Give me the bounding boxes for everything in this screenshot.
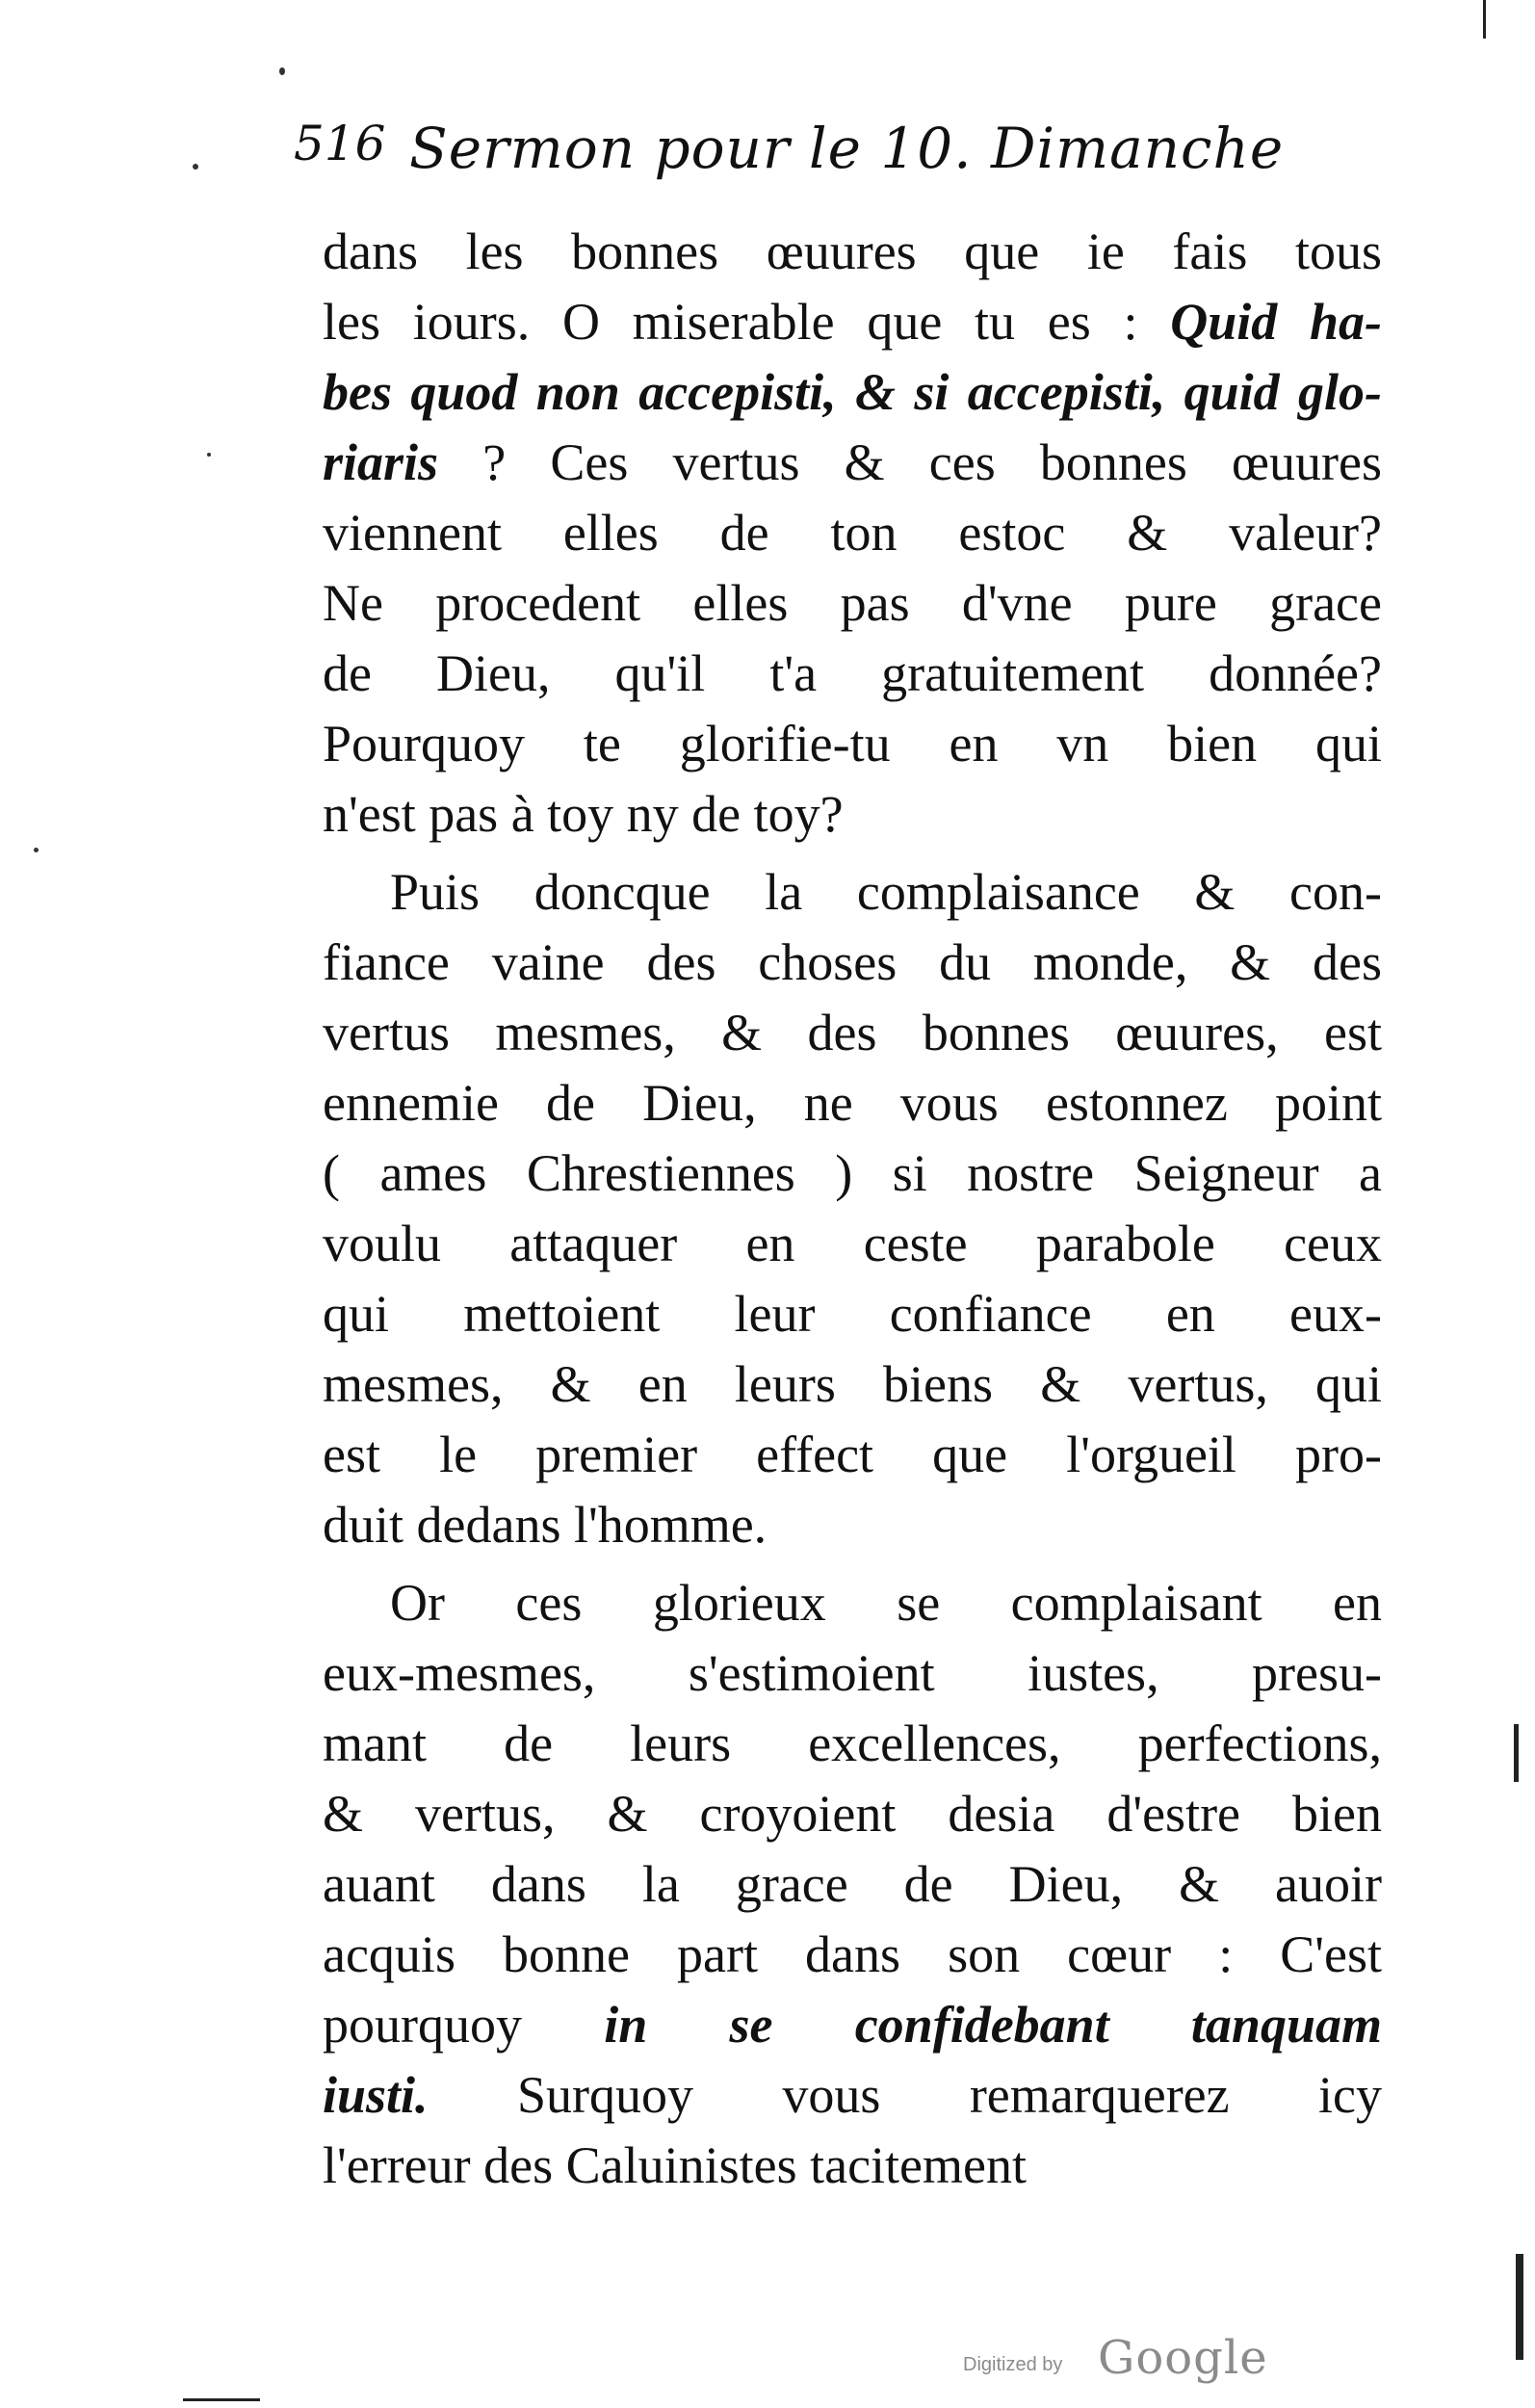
text-line [323,1990,1382,2060]
text-run: mesmes, & en leurs biens & vertus, qui [323,1355,1382,1413]
text-run: ennemie de Dieu, ne vous estonnez point [323,1074,1382,1132]
text-line [323,428,1382,498]
text-run: & vertus, & croyoient desia d'estre bien [323,1785,1382,1843]
running-title: Sermon pour le 10. Dimanche [409,116,1285,181]
paragraph-gap [323,850,1382,857]
text-run: Pourquoy te glorifie-tu en vn bien qui [323,715,1382,772]
text-line [323,2060,1382,2131]
text-run: Ne procedent elles pas d'vne pure grace [323,574,1382,632]
latin-quote: Quid ha- [1170,293,1382,351]
text-line [323,639,1382,709]
page-header [294,116,1372,193]
text-line [323,1779,1382,1849]
text-line [323,1068,1382,1139]
text-run: voulu attaquer en ceste parabole ceux [323,1215,1382,1272]
text-line [323,357,1382,428]
text-run: de Dieu, qu'il t'a gratuitement donnée? [323,644,1382,702]
digitized-watermark [963,2331,1290,2389]
text-line [323,998,1382,1068]
text-line [323,857,1382,928]
text-line [323,217,1382,287]
scan-speck [207,453,211,457]
scan-edge-artifact [1516,2254,1523,2360]
text-line [323,709,1382,779]
body-text [323,217,1382,2201]
text-line [323,1279,1382,1349]
text-run: est le premier effect que l'orgueil pro- [323,1426,1382,1483]
text-line [323,1849,1382,1920]
text-line [323,1638,1382,1709]
text-line [323,568,1382,639]
scan-speck [193,164,198,170]
paragraph-gap [323,1560,1382,1568]
text-line [323,1920,1382,1990]
text-run: Surquoy vous remarquerez icy [428,2066,1382,2124]
scan-edge-artifact [183,2398,260,2401]
text-run: pourquoy [323,1996,605,2054]
watermark-caption: Digitized by [963,2354,1063,2375]
text-line [323,1568,1382,1638]
latin-quote: bes quod non accepisti, & si accepisti, quid glo- [323,363,1382,421]
latin-quote: in se confidebant tanquam [604,1996,1382,2054]
text-run: auant dans la grace de Dieu, & auoir [323,1855,1382,1913]
text-run: viennent elles de ton estoc & valeur? [323,504,1382,562]
text-line [323,1490,1382,1560]
text-run: l'erreur des Caluinistes tacitement [323,2136,1027,2194]
text-line [323,779,1382,850]
text-line [323,1139,1382,1209]
latin-quote: riaris [323,433,439,491]
scan-edge-artifact [1483,0,1486,39]
text-line [323,1709,1382,1779]
text-line [323,2131,1382,2201]
text-run: mant de leurs excellences, perfections, [323,1714,1382,1772]
text-run: Puis doncque la complaisance & con- [390,863,1382,921]
text-run: les iours. O miserable que tu es : [323,293,1171,351]
text-run: Or ces glorieux se complaisant en [390,1574,1382,1632]
text-line [323,1349,1382,1420]
scan-speck [34,848,39,852]
page-number: 516 [294,116,386,171]
text-line [323,1420,1382,1490]
text-line [323,287,1382,357]
text-line [323,928,1382,998]
text-run: ? Ces vertus & ces bonnes œuures [438,433,1382,491]
text-run: n'est pas à toy ny de toy? [323,785,844,843]
text-run: dans les bonnes œuures que ie fais tous [323,222,1382,280]
text-run: vertus mesmes, & des bonnes œuures, est [323,1004,1382,1061]
text-run: duit dedans l'homme. [323,1496,768,1554]
text-run: ( ames Chrestiennes ) si nostre Seigneur a [323,1144,1382,1202]
latin-quote: iusti. [323,2066,429,2124]
text-line [323,498,1382,568]
text-run: eux-mesmes, s'estimoient iustes, presu- [323,1644,1382,1702]
scan-speck [279,67,285,75]
google-logo: Google [1098,2331,1268,2385]
text-run: acquis bonne part dans son cœur : C'est [323,1925,1382,1983]
scan-edge-artifact [1514,1724,1519,1782]
text-run: fiance vaine des choses du monde, & des [323,933,1382,991]
text-run: qui mettoient leur confiance en eux- [323,1285,1382,1343]
text-line [323,1209,1382,1279]
